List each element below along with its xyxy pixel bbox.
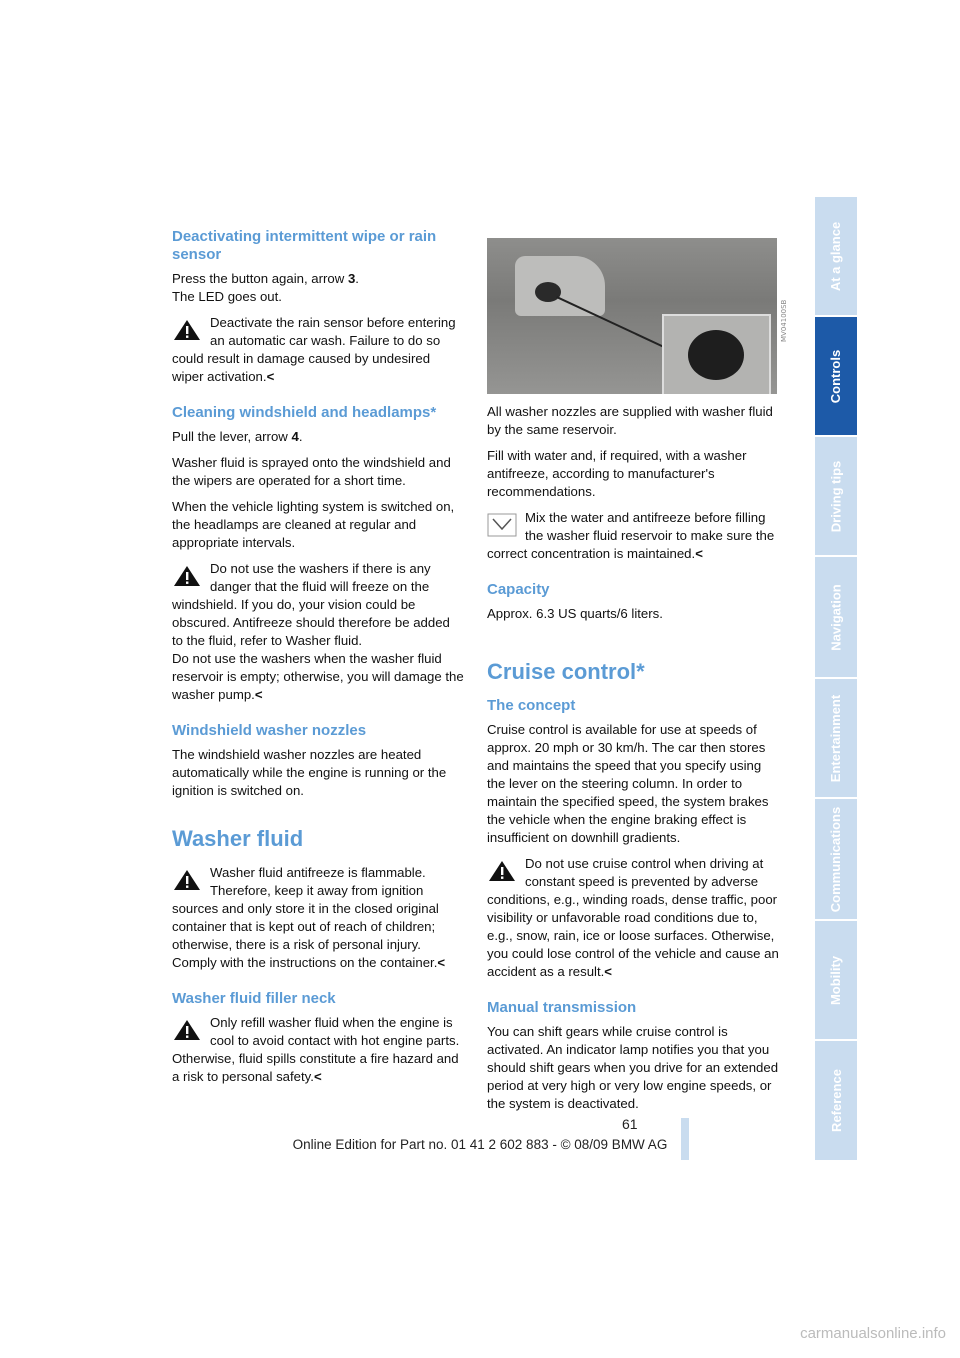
tab-driving-tips[interactable]: Driving tips (815, 437, 857, 555)
warning-note: Washer fluid antifreeze is flammable. Therefore, keep it away from ignition sources and only store it in the closed original container that is kept out of reach of children; otherwise, there is a risk of personal injury. Comply with the instructions on the container.< (172, 865, 446, 970)
paragraph: Cruise control is available for use at speeds of approx. 20 mph or 30 km/h. The car then stores and maintains the speed that you specify using the lever on the steering column. In order to maintain the specified speed, the system brakes the vehicle when the engine braking effect is insufficient on downhill gradients. (487, 722, 769, 845)
warning-note: Only refill washer fluid when the engine is cool to avoid contact with hot engine parts. Otherwise, fluid spills constitute a fire hazard and a risk to personal safety.< (172, 1015, 460, 1084)
section-title-cleaning: Cleaning windshield and headlamps* (172, 404, 437, 421)
warning-triangle-icon (172, 318, 202, 342)
tab-navigation[interactable]: Navigation (815, 557, 857, 677)
right-column (487, 228, 779, 1121)
paragraph: Fill with water and, if required, with a washer antifreeze, according to manufacturer's recommendations. (487, 448, 747, 499)
tab-at-a-glance[interactable]: At a glance (815, 197, 857, 315)
tab-reference[interactable]: Reference (815, 1041, 857, 1160)
watermark: carmanualsonline.info (800, 1325, 946, 1342)
note-arrow-icon (487, 513, 517, 537)
paragraph: When the vehicle lighting system is switched on, the headlamps are cleaned at regular and appropriate intervals. (172, 499, 455, 550)
section-title-concept: The concept (487, 697, 576, 714)
chapter-tabs (815, 197, 857, 1160)
paragraph: You can shift gears while cruise control is activated. An indicator lamp notifies you that you should shift gears when you drive for an extended period at very high or very low engine speeds, or the system is deactivated. (487, 1024, 779, 1111)
tab-controls[interactable]: Controls (815, 317, 857, 435)
section-title-washer-fluid: Washer fluid (172, 826, 304, 851)
footer-edition: Online Edition for Part no. 01 41 2 602 883 - © 08/09 BMW AG (292, 1137, 668, 1152)
left-column (172, 228, 464, 1094)
warning-triangle-icon (172, 868, 202, 892)
tab-mobility[interactable]: Mobility (815, 921, 857, 1039)
tab-communications[interactable]: Communications (815, 799, 857, 919)
section-title-cruise-control: Cruise control* (487, 659, 645, 684)
section-title-nozzles: Windshield washer nozzles (172, 722, 367, 739)
tab-entertainment[interactable]: Entertainment (815, 679, 857, 797)
warning-note: Deactivate the rain sensor before entering an automatic car wash. Failure to do so could result in damage caused by undesired wiper activation.< (172, 315, 456, 384)
paragraph: Press the button again, arrow 3. The LED goes out. (172, 271, 359, 304)
paragraph: All washer nozzles are supplied with washer fluid by the same reservoir. (487, 404, 773, 437)
warning-triangle-icon (172, 564, 202, 588)
paragraph: The windshield washer nozzles are heated automatically while the engine is running or the ignition is switched on. (172, 747, 447, 798)
section-title-deactivating: Deactivating intermittent wipe or rain sensor (172, 228, 437, 263)
section-title-manual-transmission: Manual transmission (487, 999, 637, 1016)
section-title-capacity: Capacity (487, 581, 550, 598)
paragraph: Pull the lever, arrow 4. (172, 429, 303, 444)
warning-note: Do not use the washers if there is any danger that the fluid will freeze on the windshield. If you do, your vision could be obscured. Antifreeze should therefore be added to the fluid, refer to Washer fluid. Do not use the washers when the washer fluid reservoir is empty; otherwise, you will damage the washer pump.< (172, 561, 464, 702)
section-title-filler-neck: Washer fluid filler neck (172, 990, 336, 1007)
warning-note: Do not use cruise control when driving at constant speed is prevented by adverse conditions, e.g., winding roads, dense traffic, poor visibility or unfavorable road conditions due to, e.g., snow, rain, ice or loose surfaces. Otherwise, you could lose control of the vehicle and cause an accident as a result.< (487, 856, 779, 979)
paragraph: Approx. 6.3 US quarts/6 liters. (487, 606, 663, 621)
figure-code: MV04100SB (780, 299, 788, 342)
info-note: Mix the water and antifreeze before filling the washer fluid reservoir to make sure the correct concentration is maintained.< (487, 510, 775, 561)
warning-triangle-icon (487, 859, 517, 883)
page-number: 61 (622, 1116, 638, 1132)
warning-triangle-icon (172, 1018, 202, 1042)
paragraph: Washer fluid is sprayed onto the windshield and the wipers are operated for a short time. (172, 455, 451, 488)
